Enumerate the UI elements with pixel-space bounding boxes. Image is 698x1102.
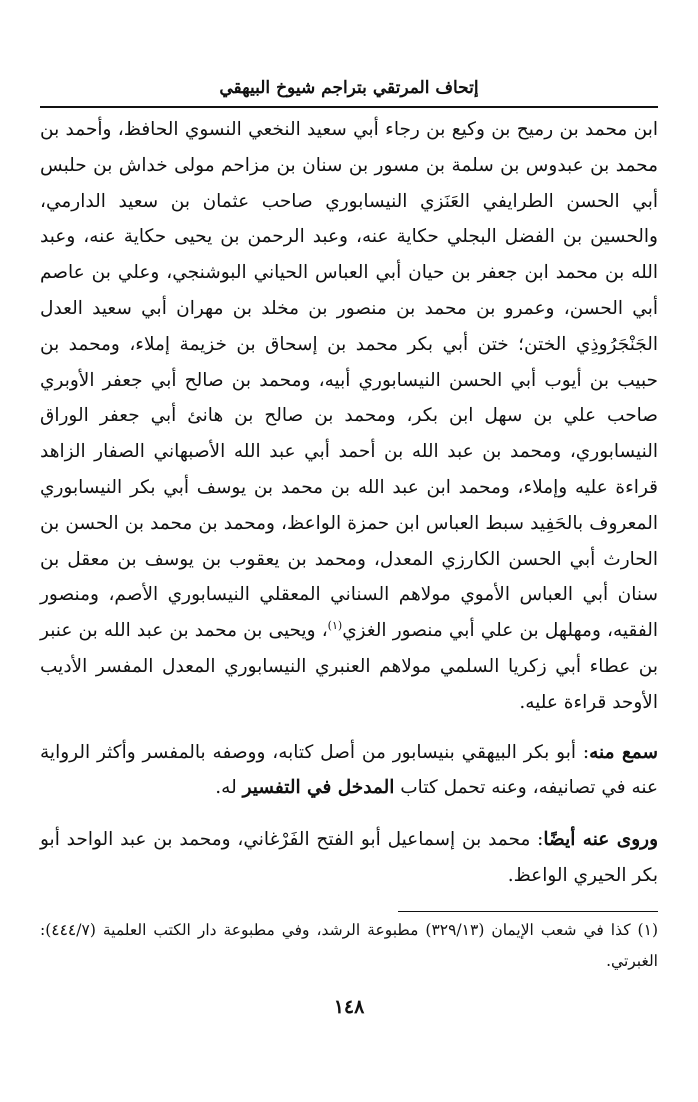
page-number: ١٤٨ [333,996,365,1018]
main-text [40,112,658,894]
footnote-reference[interactable]: (١) [327,619,343,632]
footnote [40,915,658,977]
paragraph-text: : محمد بن إسماعيل أبو الفتح الفَرْغاني، ومحمد بن عبد الواحد أبو بكر الحيري الواعظ. [40,829,658,886]
paragraph-text: ، ويحيى بن محمد بن عبد الله بن عنبر بن عطاء أبي زكريا السلمي مولاهم العنبري النيسابوري المعدل المفسر الأديب الأوحد قراءة عليه. [40,620,658,713]
book-title: المدخل في التفسير [242,777,395,799]
paragraph-text: ابن محمد بن رميح بن وكيع بن رجاء أبي سعيد النخعي النسوي الحافظ، وأحمد بن محمد بن عبدوس بن سلمة بن مسور بن سنان بن مزاحم مولى خداش بن حلبس أبي الحسن الطرايفي العَنَزي النيسابوري صاحب عثمان بن سعيد الدارمي، والحسين بن الفضل البجلي حكاية عنه، وعبد الرحمن بن يحيى حكاية عنه، وعبد الله بن محمد ابن جعفر بن حيان أبي العباس الحياني البوشنجي، وعلي بن عاصم أبي الحسن، وعمرو بن محمد بن منصور بن مخلد بن مهران أبي سعيد العدل الجَنْجَرُوذِي الختن؛ ختن أبي بكر محمد بن إسحاق بن خزيمة إملاء، ومحمد بن حبيب بن أيوب أبي الحسن النيسابوري أبيه، ومحمد بن صالح أبي جعفر الأوبري صاحب علي بن سهل ابن بكر، ومحمد بن صالح بن هانئ أبي جعفر الوراق النيسابوري، ومحمد بن عبد الله بن أحمد أبي عبد الله الأصبهاني الصفار الزاهد قراءة عليه وإملاء، ومحمد ابن عبد الله بن محمد بن يوسف أبي بكر النيسابوري المعروف بالحَفِيد سبط العباس ابن حمزة الواعظ، ومحمد بن محمد بن الحسن بن الحارث أبي الحسن الكارزي المعدل، ومحمد بن يعقوب بن يوسف بن معقل بن سنان أبي العباس الأموي مولاهم السناني المعقلي النيسابوري الأصم، ومنصور الفقيه، ومهلهل بن علي أبي منصور الغزي [40,119,658,642]
header-rule [40,106,658,108]
section-lead: سمع منه [589,741,658,763]
paragraph-teachers [40,112,658,721]
footnote-text: (١) كذا في شعب الإيمان (٣٢٩/١٣) مطبوعة الرشد، وفي مطبوعة دار الكتب العلمية (٤٤٤/٧): الغبرتي. [40,921,658,970]
running-title: إتحاف المرتقي بتراجم شيوخ البيهقي [219,78,479,98]
paragraph-text: : أبو بكر البيهقي بنيسابور من أصل كتابه، ووصفه بالمفسر وأكثر الرواية عنه في تصانيفه، وعنه تحمل كتاب [40,741,658,799]
paragraph-also-narrated [40,822,658,894]
paragraph-heard-from-him [40,735,658,807]
paragraph-text: له. [215,777,243,799]
section-lead: وروى عنه أيضًا [543,829,658,851]
footnote-rule [398,911,658,912]
